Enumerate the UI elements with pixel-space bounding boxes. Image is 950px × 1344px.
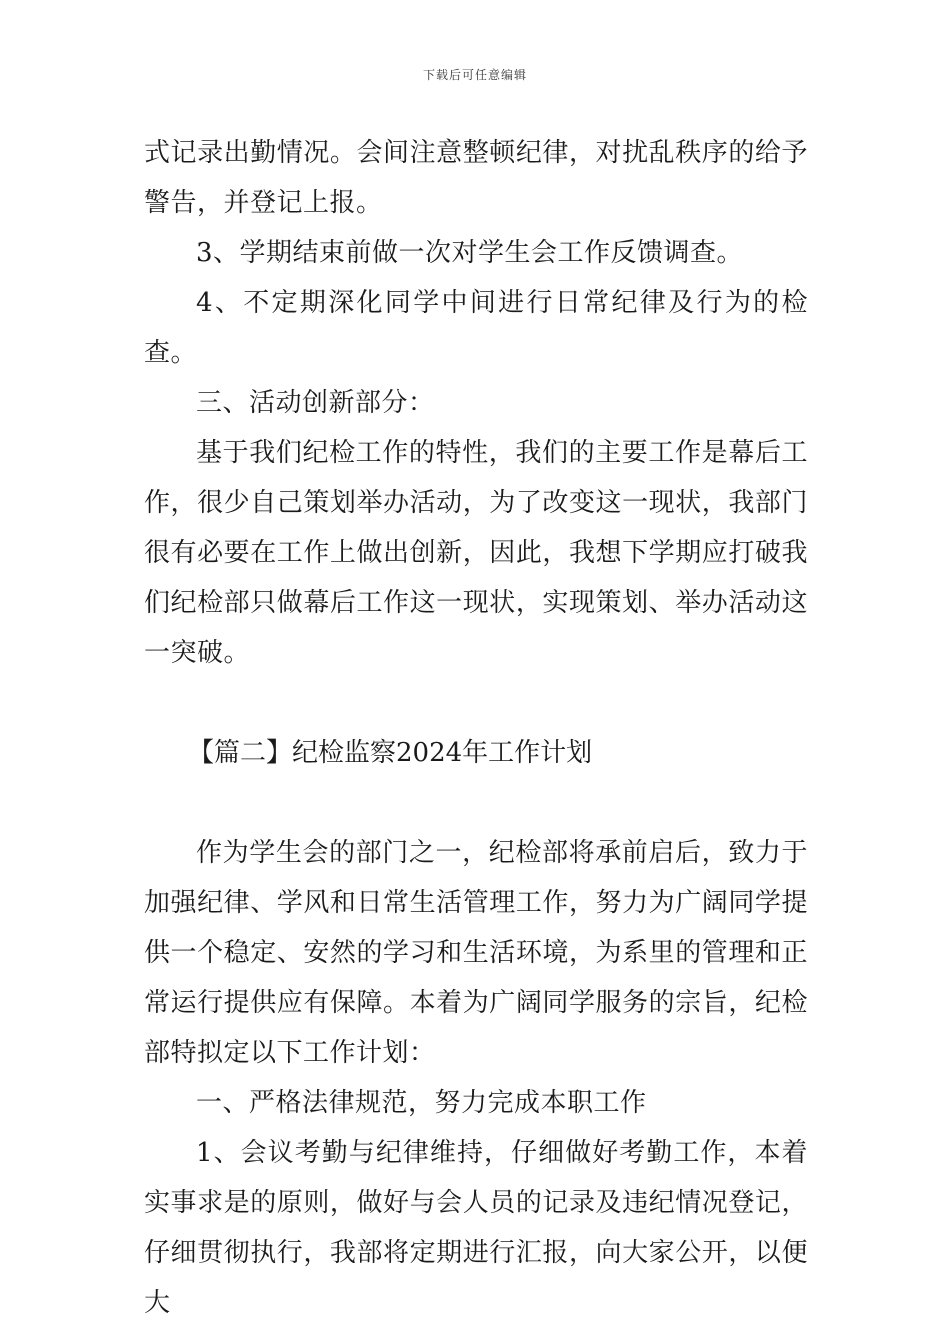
article-heading-part-two: 【篇二】纪检监察2024年工作计划 <box>188 738 593 768</box>
paragraph-attendance-continued: 式记录出勤情况。会间注意整顿纪律，对扰乱秩序的给予警告，并登记上报。 <box>144 138 808 218</box>
page-header-note: 下载后可任意编辑 <box>422 68 527 82</box>
spacer <box>144 678 808 728</box>
document-body <box>144 128 808 1328</box>
paragraph-item-4: 4、不定期深化同学中间进行日常纪律及行为的检查。 <box>144 288 808 368</box>
paragraph-item-1: 1、会议考勤与纪律维持，仔细做好考勤工作，本着实事求是的原则，做好与会人员的记录及违纪情况登记，仔细贯彻执行，我部将定期进行汇报，向大家公开，以便大 <box>144 1138 808 1318</box>
paragraph-introduction: 作为学生会的部门之一，纪检部将承前启后，致力于加强纪律、学风和日常生活管理工作，努力为广阔同学提供一个稳定、安然的学习和生活环境，为系里的管理和正常运行提供应有保障。本着为广阔同学服务的宗旨，纪检部特拟定以下工作计划： <box>144 838 808 1068</box>
section-heading-duties: 一、严格法律规范，努力完成本职工作 <box>196 1088 647 1118</box>
section-heading-activity-innovation: 三、活动创新部分： <box>196 388 435 418</box>
spacer <box>144 778 808 828</box>
paragraph-activity-innovation: 基于我们纪检工作的特性，我们的主要工作是幕后工作，很少自己策划举办活动，为了改变这一现状，我部门很有必要在工作上做出创新，因此，我想下学期应打破我们纪检部只做幕后工作这一现状，实现策划、举办活动这一突破。 <box>144 438 808 668</box>
paragraph-item-3: 3、学期结束前做一次对学生会工作反馈调查。 <box>196 238 744 268</box>
